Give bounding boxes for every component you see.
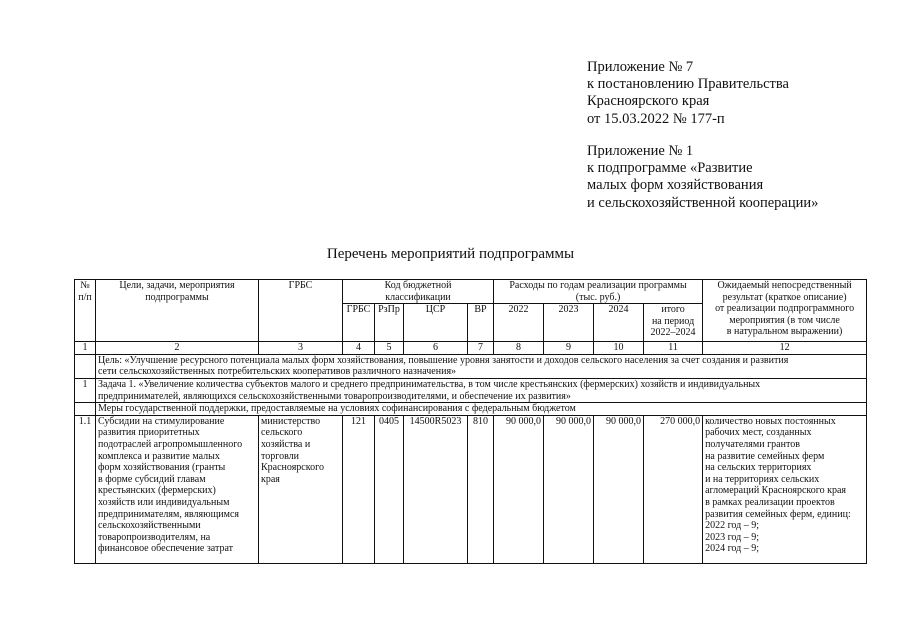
header-expenses: Расходы по годам реализации программы (тыс. руб.) xyxy=(494,280,703,304)
header-result: Ожидаемый непосредственный результат (краткое описание) от реализации подпрограммного мероприятия (в том числе в натуральном выражении) xyxy=(703,280,867,342)
row-csr: 14500R5023 xyxy=(404,415,468,563)
goal-text: Цель: «Улучшение ресурсного потенциала малых форм хозяйствования, повышение уровня занятости и доходов сельского населения за счет создания и развития сети сельскохозяйственных потребительских кооперативов различного назначения» xyxy=(96,354,867,378)
appendix-7-line: к постановлению Правительства xyxy=(587,76,789,93)
header-grbs: ГРБС xyxy=(259,280,343,342)
document-title: Перечень мероприятий подпрограммы xyxy=(326,246,575,262)
col-number: 5 xyxy=(375,342,404,355)
header-code-csr: ЦСР xyxy=(404,304,468,342)
row-vr: 810 xyxy=(468,415,494,563)
col-number: 3 xyxy=(259,342,343,355)
col-number: 11 xyxy=(644,342,703,355)
row-year-2023: 90 000,0 xyxy=(544,415,594,563)
appendix-1-line: малых форм хозяйствования xyxy=(587,177,764,194)
measures-row xyxy=(75,403,867,416)
col-number: 12 xyxy=(703,342,867,355)
row-year-2024: 90 000,0 xyxy=(594,415,644,563)
appendix-7-line: Красноярского края xyxy=(587,93,710,110)
col-number: 6 xyxy=(404,342,468,355)
header-year-2023: 2023 xyxy=(544,304,594,342)
row-description: Субсидии на стимулирование развития приоритетных подотраслей агропромышленного комплекса и развитие малых форм хозяйствования (гранты в форме субсидий главам крестьянских (фермерских) хозяйств или индивидуальным предпринимателям, являющимся сельскохозяйственными товаропроизводителям, на финансовое обеспечение затрат xyxy=(96,415,259,563)
appendix-1-line: и сельскохозяйственной кооперации» xyxy=(587,194,819,211)
header-num: № п/п xyxy=(75,280,96,342)
row-number: 1.1 xyxy=(75,415,96,563)
col-number: 1 xyxy=(75,342,96,355)
appendix-7-line: от 15.03.2022 № 177-п xyxy=(587,110,725,127)
table-row xyxy=(75,415,867,563)
row-code-grbs: 121 xyxy=(343,415,375,563)
appendix-1-block xyxy=(587,143,818,212)
row-result: количество новых постоянных рабочих мест, созданных получателями грантов на развитие семейных ферм на сельских территориях и на территориях сельских агломераций Красноярского края в рамках реализации проектов развития семейных ферм, единиц: 2022 год – 9; 2023 год – 9; 2024 год – 9; xyxy=(703,415,867,563)
col-number: 7 xyxy=(468,342,494,355)
col-number: 4 xyxy=(343,342,375,355)
appendix-1-line: Приложение № 1 xyxy=(587,143,694,159)
column-numbers-row xyxy=(75,342,867,355)
col-number: 10 xyxy=(594,342,644,355)
header-row xyxy=(75,280,867,304)
row-rzpr: 0405 xyxy=(375,415,404,563)
task-row xyxy=(75,378,867,402)
measures-table xyxy=(74,279,867,564)
row-grbs: министерство сельского хозяйства и торговли Красноярского края xyxy=(259,415,343,563)
header-total: итого на период 2022–2024 xyxy=(644,304,703,342)
measures-text: Меры государственной поддержки, предоставляемые на условиях софинансирования с федеральным бюджетом xyxy=(96,403,867,416)
header-budget-code: Код бюджетной классификации xyxy=(343,280,494,304)
col-number: 9 xyxy=(544,342,594,355)
row-year-2022: 90 000,0 xyxy=(494,415,544,563)
header-year-2022: 2022 xyxy=(494,304,544,342)
row-total: 270 000,0 xyxy=(644,415,703,563)
header-year-2024: 2024 xyxy=(594,304,644,342)
appendix-7-line: Приложение № 7 xyxy=(587,59,694,75)
task-text: Задача 1. «Увеличение количества субъектов малого и среднего предпринимательства, в том числе крестьянских (фермерских) хозяйств и индивидуальных предпринимателей, являющихся сельскохозяйственными товаропроизводителями, и обеспечение их развития» xyxy=(96,378,867,402)
header-code-rzpr: РзПр xyxy=(375,304,404,342)
header-code-vr: ВР xyxy=(468,304,494,342)
goal-row xyxy=(75,354,867,378)
header-code-grbs: ГРБС xyxy=(343,304,375,342)
header-goals: Цели, задачи, мероприятия подпрограммы xyxy=(96,280,259,342)
task-number: 1 xyxy=(75,378,96,402)
appendix-1-line: к подпрограмме «Развитие xyxy=(587,160,753,177)
appendix-7-block xyxy=(587,59,789,128)
col-number: 8 xyxy=(494,342,544,355)
col-number: 2 xyxy=(96,342,259,355)
